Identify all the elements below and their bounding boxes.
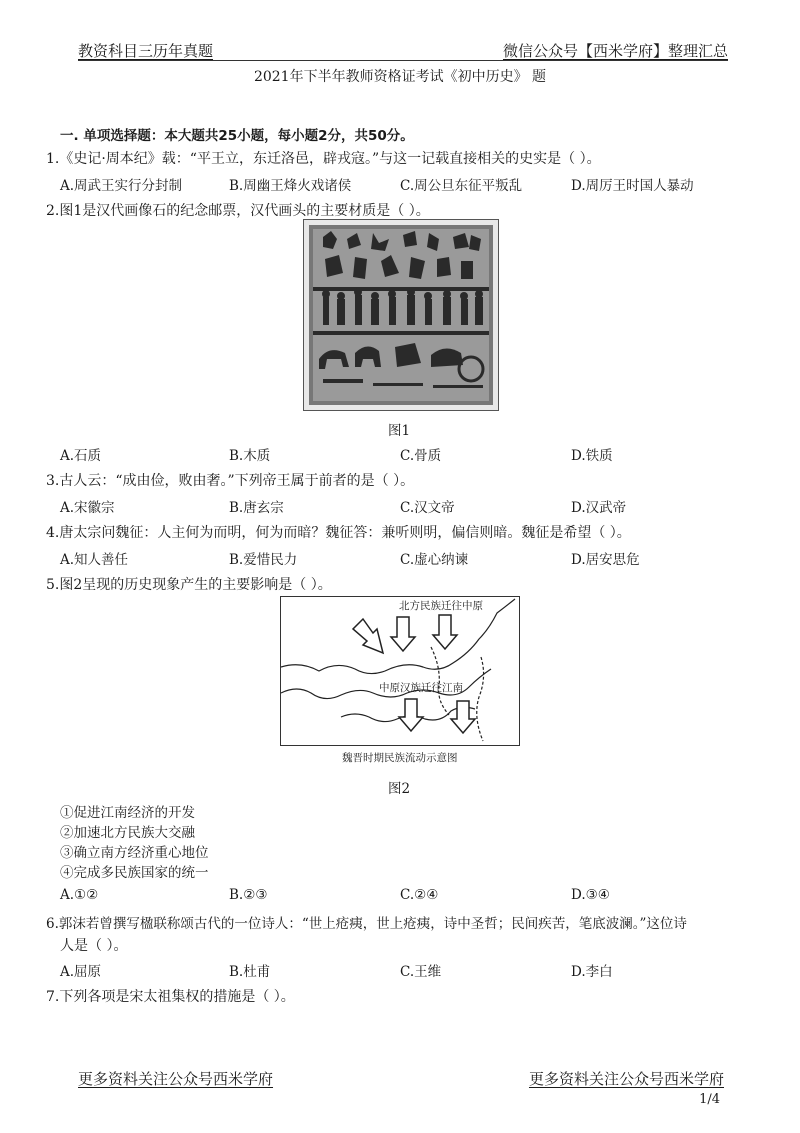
question-6-stem-line2: 人是（ ）。 xyxy=(60,938,128,954)
section-heading: 一. 单项选择题：本大题共25小题，每小题2分，共50分。 xyxy=(60,128,414,144)
question-1-option-c[interactable]: C.周公旦东征平叛乱 xyxy=(400,178,523,194)
question-2-option-a[interactable]: A.石质 xyxy=(60,448,102,464)
question-4-stem: 4.唐太宗问魏征：人主何为而明，何为而暗？魏征答：兼听则明，偏信则暗。魏征是希望（ ）。 xyxy=(46,525,631,541)
footer-right: 更多资料关注公众号西米学府 xyxy=(528,1070,724,1088)
page-title: 2021年下半年教师资格证考试《初中历史》 题 xyxy=(253,69,547,85)
question-1-option-a[interactable]: A.周武王实行分封制 xyxy=(60,178,183,194)
question-2-option-b[interactable]: B.木质 xyxy=(229,448,271,464)
question-4-option-c[interactable]: C.虚心纳谏 xyxy=(400,552,469,568)
question-5-option-a[interactable]: A.①② xyxy=(60,887,99,903)
question-3-stem: 3.古人云：“成由俭，败由奢。”下列帝王属于前者的是（ ）。 xyxy=(46,473,415,489)
header-left: 教资科目三历年真题 xyxy=(78,42,214,60)
han-stone-relief-image xyxy=(303,219,499,411)
question-2-stem: 2.图1是汉代画像石的纪念邮票，汉代画头的主要材质是（ ）。 xyxy=(46,203,430,219)
question-4-option-d[interactable]: D.居安思危 xyxy=(571,552,640,568)
question-5-option-b[interactable]: B.②③ xyxy=(229,887,268,903)
question-1-option-d[interactable]: D.周厉王时国人暴动 xyxy=(571,178,694,194)
question-3-option-b[interactable]: B.唐玄宗 xyxy=(229,500,284,516)
question-5-statement-4: ④完成多民族国家的统一 xyxy=(60,865,209,881)
question-5-stem: 5.图2呈现的历史现象产生的主要影响是（ ）。 xyxy=(46,577,332,593)
page-number: 1/4 xyxy=(699,1092,720,1107)
question-5-option-d[interactable]: D.③④ xyxy=(571,887,610,903)
migration-map xyxy=(280,596,520,746)
question-2-option-d[interactable]: D.铁质 xyxy=(571,448,613,464)
question-4-option-a[interactable]: A.知人善任 xyxy=(60,552,129,568)
header-rule xyxy=(78,60,728,61)
question-5-statement-1: ①促进江南经济的开发 xyxy=(60,805,195,821)
question-3-option-a[interactable]: A.宋徽宗 xyxy=(60,500,115,516)
question-3-option-d[interactable]: D.汉武帝 xyxy=(571,500,627,516)
migration-map-drawing xyxy=(281,597,518,744)
question-5-statement-3: ③确立南方经济重心地位 xyxy=(60,845,209,861)
question-1-stem: 1.《史记·周本纪》载：“平王立，东迁洛邑，辟戎寇。”与这一记载直接相关的史实是（ ）。 xyxy=(46,151,601,167)
map-label-south: 中原汉族迁往江南 xyxy=(379,682,463,694)
question-5-option-c[interactable]: C.②④ xyxy=(400,887,439,903)
figure-1-caption: 图1 xyxy=(388,423,411,439)
figure-2-caption: 图2 xyxy=(388,781,411,797)
map-subtitle: 魏晋时期民族流动示意图 xyxy=(342,752,458,764)
question-3-option-c[interactable]: C.汉文帝 xyxy=(400,500,455,516)
footer-left: 更多资料关注公众号西米学府 xyxy=(78,1070,274,1088)
question-6-option-d[interactable]: D.李白 xyxy=(571,964,613,980)
question-1-option-b[interactable]: B.周幽王烽火戏诸侯 xyxy=(229,178,352,194)
question-4-option-b[interactable]: B.爱惜民力 xyxy=(229,552,298,568)
question-6-stem-line1: 6.郭沫若曾撰写楹联称颂古代的一位诗人：“世上疮痍，世上疮痍，诗中圣哲；民间疾苦，笔底波澜。”这位诗 xyxy=(46,916,687,932)
question-6-option-c[interactable]: C.王维 xyxy=(400,964,442,980)
question-2-option-c[interactable]: C.骨质 xyxy=(400,448,442,464)
question-6-option-a[interactable]: A.屈原 xyxy=(60,964,102,980)
question-6-option-b[interactable]: B.杜甫 xyxy=(229,964,271,980)
map-label-north: 北方民族迁往中原 xyxy=(399,600,483,612)
header-right: 微信公众号【西米学府】整理汇总 xyxy=(502,42,728,60)
question-7-stem: 7.下列各项是宋太祖集权的措施是（ ）。 xyxy=(46,989,295,1005)
question-5-statement-2: ②加速北方民族大交融 xyxy=(60,825,195,841)
